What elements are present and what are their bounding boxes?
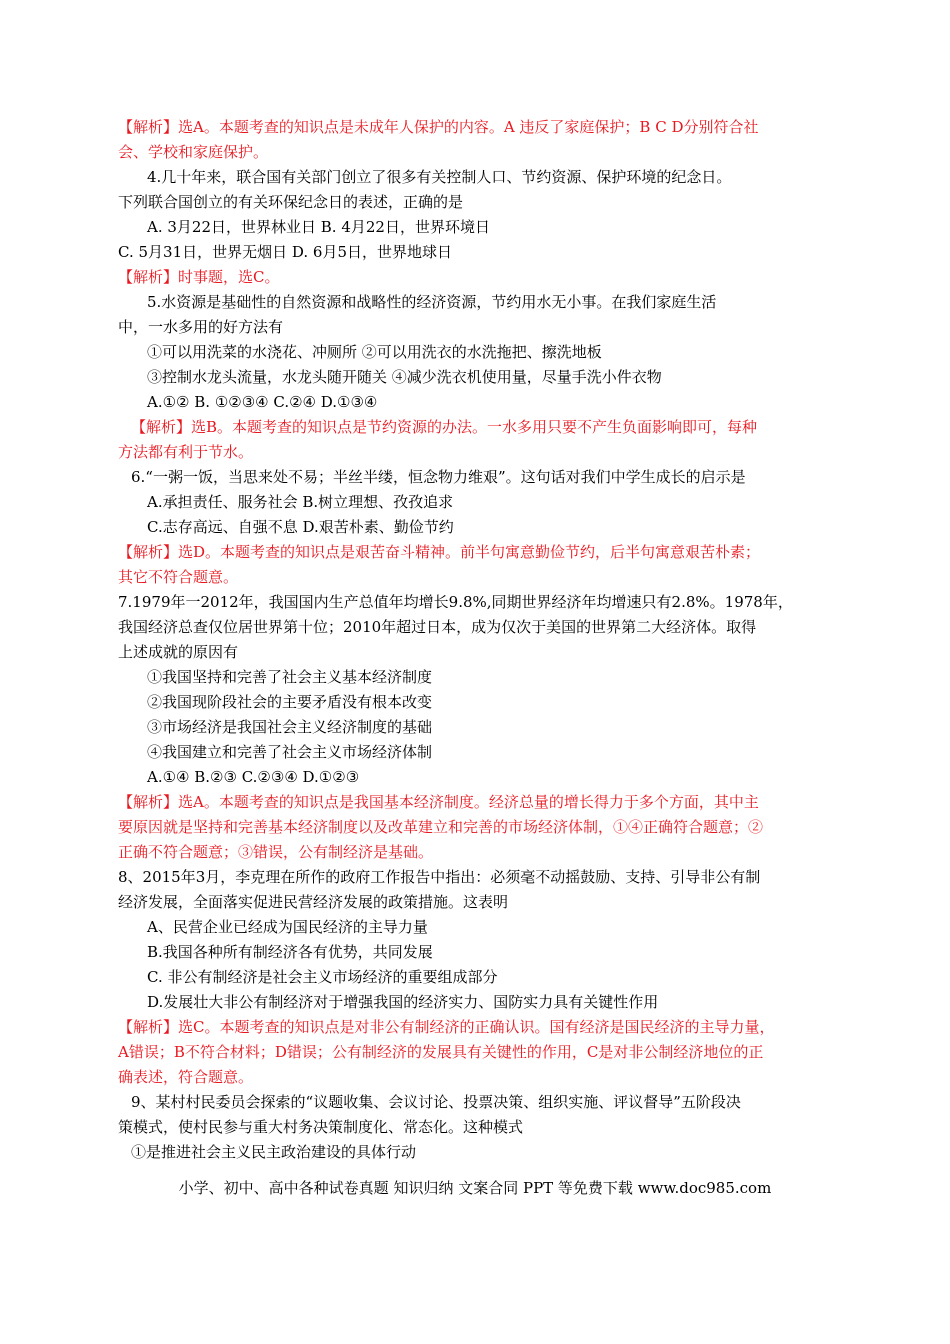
question-6-options-ab: A.承担责任、服务社会 B.树立理想、孜孜追求 <box>147 493 454 511</box>
question-7-stem-line-1: 7.1979年一2012年，我国国内生产总值年均增长9.8%,同期世界经济年均增速只有2.8%。1978年， <box>118 593 793 611</box>
analysis-q4: 【解析】时事题，选C。 <box>118 268 280 286</box>
question-7-options: A.①④ B.②③ C.②③④ D.①②③ <box>147 768 360 786</box>
question-7-statement-3: ③市场经济是我国社会主义经济制度的基础 <box>147 718 433 736</box>
analysis-q6-line-1: 【解析】选D。本题考查的知识点是艰苦奋斗精神。前半句寓意勤俭节约，后半句寓意艰苦朴素； <box>118 543 761 561</box>
question-4-stem-line-2: 下列联合国创立的有关环保纪念日的表述，正确的是 <box>118 193 464 211</box>
question-5-options: A.①② B. ①②③④ C.②④ D.①③④ <box>147 393 378 411</box>
question-4-options-cd: C. 5月31日，世界无烟日 D. 6月5日，世界地球日 <box>118 243 452 261</box>
analysis-q8-line-3: 确表述，符合题意。 <box>118 1068 254 1086</box>
question-4-options-ab: A. 3月22日，世界林业日 B. 4月22日，世界环境日 <box>147 218 490 236</box>
question-8-option-b: B.我国各种所有制经济各有优势，共同发展 <box>147 943 433 961</box>
question-6-stem: 6.“一粥一饭，当思来处不易；半丝半缕，恒念物力维艰”。这句话对我们中学生成长的启示是 <box>131 468 746 486</box>
question-6-options-cd: C.志存高远、自强不息 D.艰苦朴素、勤俭节约 <box>147 518 454 536</box>
question-7-stem-line-2: 我国经济总查仅位居世界第十位；2010年超过日本，成为仅次于美国的世界第二大经济体。取得 <box>118 618 757 636</box>
question-7-statement-2: ②我国现阶段社会的主要矛盾没有根本改变 <box>147 693 433 711</box>
analysis-q6-line-2: 其它不符合题意。 <box>118 568 239 586</box>
question-5-stem-line-2: 中，一水多用的好方法有 <box>118 318 284 336</box>
question-9-stem-line-1: 9、某村村民委员会探索的“议题收集、会议讨论、投票决策、组织实施、评议督导”五阶段决 <box>131 1093 741 1111</box>
question-8-stem-line-2: 经济发展，全面落实促进民营经济发展的政策措施。这表明 <box>118 893 509 911</box>
analysis-q7-line-3: 正确不符合题意；③错误，公有制经济是基础。 <box>118 843 434 861</box>
question-5-stem-line-1: 5.水资源是基础性的自然资源和战略性的经济资源，节约用水无小事。在我们家庭生活 <box>147 293 717 311</box>
analysis-q5-line-2: 方法都有利于节水。 <box>118 443 254 461</box>
analysis-q3-line-2: 会、学校和家庭保护。 <box>118 143 269 161</box>
analysis-q8-line-1: 【解析】选C。本题考查的知识点是对非公有制经济的正确认识。国有经济是国民经济的主导力量， <box>118 1018 775 1036</box>
analysis-q3-line-1: 【解析】选A。本题考查的知识点是未成年人保护的内容。A 违反了家庭保护；B C D分别符合社 <box>118 118 759 136</box>
question-8-option-d: D.发展壮大非公有制经济对于增强我国的经济实力、国防实力具有关键性作用 <box>147 993 659 1011</box>
question-5-statements-34: ③控制水龙头流量，水龙头随开随关 ④减少洗衣机使用量，尽量手洗小件衣物 <box>147 368 662 386</box>
analysis-q8-line-2: A错误；B不符合材料；D错误；公有制经济的发展具有关键性的作用，C是对非公制经济地位的正 <box>118 1043 764 1061</box>
page-footer: 小学、初中、高中各种试卷真题 知识归纳 文案合同 PPT 等免费下载 www.doc985.com <box>178 1179 772 1197</box>
question-8-option-c: C. 非公有制经济是社会主义市场经济的重要组成部分 <box>147 968 498 986</box>
analysis-q7-line-2: 要原因就是坚持和完善基本经济制度以及改革建立和完善的市场经济体制，①④正确符合题意；② <box>118 818 764 836</box>
question-7-statement-1: ①我国坚持和完善了社会主义基本经济制度 <box>147 668 433 686</box>
question-8-stem-line-1: 8、2015年3月，李克理在所作的政府工作报告中指出：必须毫不动摇鼓励、支持、引导非公有制 <box>118 868 761 886</box>
question-7-stem-line-3: 上述成就的原因有 <box>118 643 239 661</box>
analysis-q7-line-1: 【解析】选A。本题考查的知识点是我国基本经济制度。经济总量的增长得力于多个方面，其中主 <box>118 793 759 811</box>
question-7-statement-4: ④我国建立和完善了社会主义市场经济体制 <box>147 743 433 761</box>
question-8-option-a: A、民营企业已经成为国民经济的主导力量 <box>147 918 428 936</box>
question-9-statement-1: ①是推进社会主义民主政治建设的具体行动 <box>131 1143 417 1161</box>
question-5-statements-12: ①可以用洗菜的水浇花、冲厕所 ②可以用洗衣的水洗拖把、擦洗地板 <box>147 343 602 361</box>
question-9-stem-line-2: 策模式，使村民参与重大村务决策制度化、常态化。这种模式 <box>118 1118 524 1136</box>
analysis-q5-line-1: 【解析】选B。本题考查的知识点是节约资源的办法。一水多用只要不产生负面影响即可，每种 <box>131 418 758 436</box>
question-4-stem-line-1: 4.几十年来，联合国有关部门创立了很多有关控制人口、节约资源、保护环境的纪念日。 <box>147 168 732 186</box>
